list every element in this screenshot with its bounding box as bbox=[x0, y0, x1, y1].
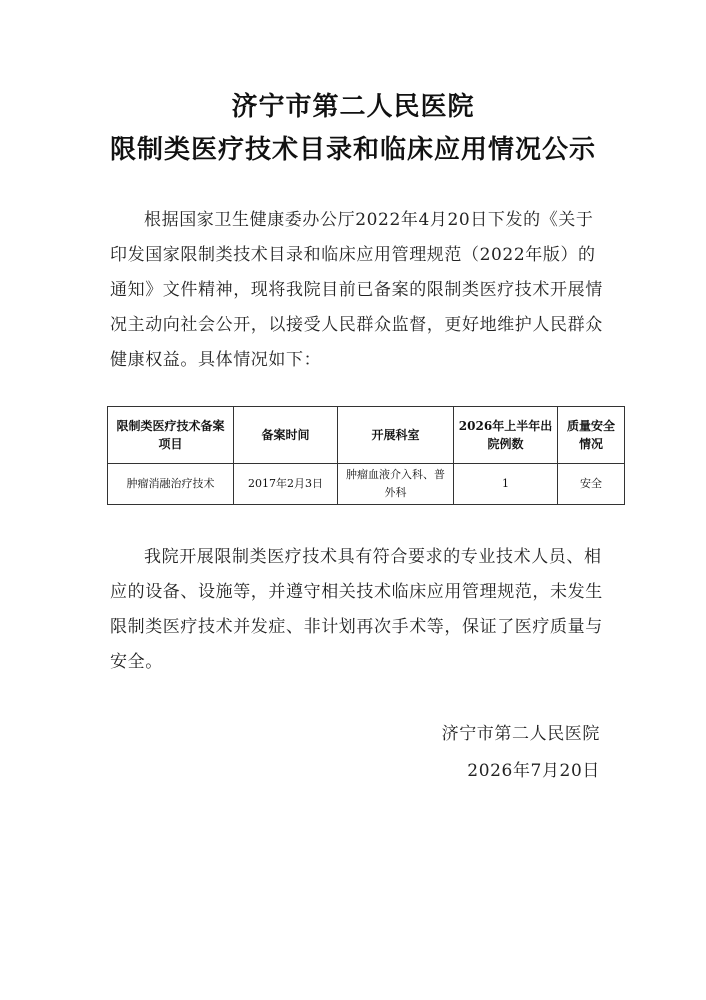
cell-record-date: 2017年2月3日 bbox=[234, 464, 338, 505]
closing-paragraph: 我院开展限制类医疗技术具有符合要求的专业技术人员、相应的设备、设施等，并遵守相关技术临床应用管理规范，未发生限制类医疗技术并发症、非计划再次手术等，保证了医疗质量与安全。 bbox=[110, 547, 603, 672]
signature-date: 2026年7月20日 bbox=[467, 761, 600, 781]
cell-safety: 安全 bbox=[558, 464, 625, 505]
header-department: 开展科室 bbox=[338, 407, 454, 464]
table-header-row bbox=[108, 407, 625, 464]
cell-department: 肿瘤血液介入科、普外科 bbox=[338, 464, 454, 505]
intro-paragraph: 根据国家卫生健康委办公厅2022年4月20日下发的《关于印发国家限制类技术目录和临床应用管理规范（2022年版）的通知》文件精神，现将我院目前已备案的限制类医疗技术开展情况主动向社会公开，以接受人民群众监督，更好地维护人民群众健康权益。具体情况如下： bbox=[110, 210, 603, 370]
technology-table bbox=[107, 406, 625, 505]
header-project: 限制类医疗技术备案项目 bbox=[108, 407, 234, 464]
header-record-date: 备案时间 bbox=[234, 407, 338, 464]
cell-project: 肿瘤消融治疗技术 bbox=[108, 464, 234, 505]
header-safety: 质量安全情况 bbox=[558, 407, 625, 464]
signature-organization: 济宁市第二人民医院 bbox=[441, 724, 600, 744]
document-subtitle: 限制类医疗技术目录和临床应用情况公示 bbox=[109, 135, 596, 165]
cell-discharge-count: 1 bbox=[454, 464, 558, 505]
table-row bbox=[108, 464, 625, 505]
header-discharge-count: 2026年上半年出院例数 bbox=[454, 407, 558, 464]
document-title: 济宁市第二人民医院 bbox=[231, 92, 475, 122]
